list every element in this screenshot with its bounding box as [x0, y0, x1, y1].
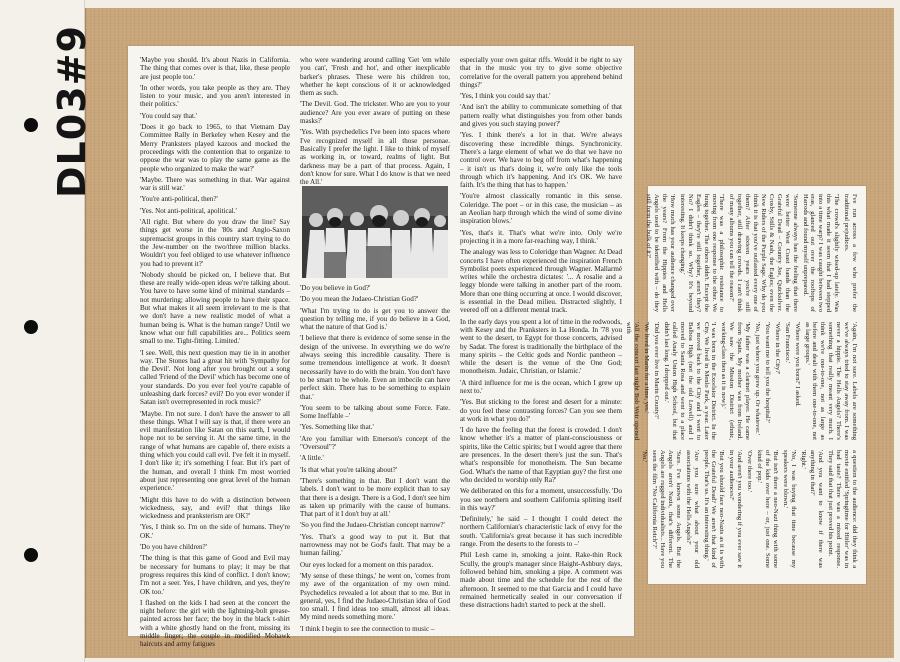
paragraph: 'Right.' — [799, 450, 807, 469]
paragraph: 'Do you believe in God?' — [300, 284, 371, 292]
side-column-1 — [645, 194, 858, 312]
paragraph: 'The Devil. God. The trickster. Who are you to your audience? Are you ever aware of putting on these masks?' — [300, 100, 450, 126]
handwritten-catalog-number: DL03#9 — [50, 25, 94, 198]
paragraph: 'And you want to know if there was anything in that?' — [809, 450, 825, 568]
paragraph: The analogy was less to Coleridge than Wagner. At Dead concerts I have often experienced the inspiration French Symbolist poets experienced through Wagner. Mallarmé writes while the orchestra dictates: '... A rosalie and a leggy blonde were talking in another part of the room. More than one thing occurring at once. I would discover, is essential in the Dead milieu. Distracted slightly, I veered off on a different mental track. — [460, 248, 622, 315]
paragraph: 'Yes, that's it. That's what we're into. Only we're projecting it in a more far-reaching way, I think.' — [460, 228, 622, 245]
paragraph: 'Do you mean the Judaeo-Christian God?' — [300, 295, 419, 304]
paragraph: 'But isn't there a neo-Nazi thing with some of the kids over here – or, just one. Some kind of pop.' — [756, 450, 779, 568]
paragraph: 'I do have the feeling that the forest is crowded. I don't know whether it's a matter of plant-consciousness or spirits, like the Celtic spirits; but I would agree that there are presences. In the desert there's just the sun. That's what's responsible for monotheism. The Sun became God. What's the name of that Egyptian guy? the first one who decided to worship only Ra?' — [460, 426, 622, 484]
article-column-3 — [460, 56, 622, 628]
band-photo-image — [302, 186, 448, 278]
paragraph: 'Are you sure what about your old associations with the Hells Angels?' — [684, 450, 700, 568]
paragraph: 'Where in the City?' — [773, 322, 781, 375]
paragraph: 'You could say that.' — [140, 111, 198, 120]
paragraph: 'Are you familiar with Emerson's concept of the "Oversoul"?' — [300, 434, 450, 452]
paragraph: 'You seem to be talking about some Force. Fate. Some Ineffable –' — [300, 403, 450, 421]
paragraph: 'Yes, I think you could say that.' — [460, 92, 551, 101]
paragraph: I've run across a few who prefer the traditional prejudices. — [843, 194, 858, 312]
paragraph: 'You want me to tell you the hospital?' — [763, 322, 771, 423]
rotated-text-block — [625, 186, 866, 584]
paragraph: 'Yes. Something like that.' — [300, 423, 374, 432]
paragraph: 'Might this have to do with a distinction between wickedness, say, and evil? that things like wickedness and pranksterism are OK?' — [140, 495, 290, 521]
paragraph: 'Maybe. There was something in that. War against war is still war.' — [140, 175, 290, 193]
paragraph: 'The crowd's slightly wised-up lately. Was this what made it seem that I had stepped into a time warp? I was caught between two eras, glanced out over the rooftops of Harrods and found myself unprepared. — [801, 194, 841, 312]
paragraph: Our eyes locked for a moment on this paradox. — [300, 560, 434, 569]
paragraph: a question to the audience: did they think a movie entitled 'Springtime for Hitler' was in bad taste? There was a mixed response. They said that that just proved his point. — [827, 450, 858, 568]
paragraph: 'Someone always has the feeling that there were better West Coast bands than the Grateful Dead – Country Joe, Quicksilver. Crosby, Stills & Nash, the Eagles; even the New Riders of the Purple Sage. Why do you think it is that you've outlasted every one of them? After sixteen years you're still together, still drawing crowds. I can't think of many albums you can tell the reason?' — [728, 194, 799, 312]
paragraph: 'We lived in Marin for a time, yes.' — [643, 322, 651, 414]
paragraph: 'No.' — [641, 450, 649, 463]
paragraph: 'Sure. I've known some Angels. But the Angels aren't Nazis, that's different. The Angels are rugged individualists... Have you seen the film "No California Reich"?' — [651, 450, 682, 568]
paragraph: 'I was born in the Excelsior District. In the City. We lived in Menlo Park, a year. Later we moved back to the City and I went to Balboa High (not the old Lowell) and I moved to Santa Rosa and went to a place called Analy Union High School, but that didn't last long. I dropped out.' — [663, 322, 718, 440]
paragraph: 'No, just where you grew up. Or whatever.' — [754, 322, 762, 435]
article-column-2 — [300, 56, 450, 633]
paragraph: 'Does it go back to 1965, to that Vietnam Day Committee Rally in Berkeley when Kesey and the Merry Pranksters played kazoos and mocked the proceedings with the contention that to organize to oppose the war was to play the same game as the people who organized to make the war?' — [140, 123, 290, 173]
newspaper-clipping-rotated — [625, 186, 866, 584]
paragraph: 'Is that what you're talking about?' — [300, 465, 398, 474]
paragraph: 'I see. Well, this next question may tie in in another way. The Stones had a great hit with 'Sympathy for the Devil'. Not long after you brought out a song called 'Friend of the Devil' which has become one of your standards. Do you ever feel you're capable of unleashing dark forces? evil? Do you ever wonder if Satan isn't overrepresented in rock music?' — [140, 348, 290, 407]
paragraph: 'My father was a clarinet player. He came from Spain. My mother was from Ireland. We saw the Mission District (ethnic, working-class then as it is now).' — [720, 322, 752, 440]
paragraph: 'Maybe you should. It's about Nazis in California. The thing that comes over is that, like, these people are just people too.' — [140, 56, 290, 81]
paragraph: 'Yes. But sticking to the forest and desert for a minute: do you feel these contrasting forces? Can you see them at work in what you do?' — [460, 398, 622, 423]
column-2-upper-text — [300, 56, 450, 187]
paragraph: 'How much has your audience changed over the years? From the Hippies and Hells Angels used to be identified with – do they still form the bulk of it?' — [645, 194, 677, 312]
paragraph: 'Definitely,' he said – I thought I could detect the northern Californian's characteristic lack of envy for the south. 'California's great because it has such incredible range. From the deserts to the forests to –' — [460, 515, 622, 549]
paragraph: 'Yes, I think so. I'm on the side of humans. They're OK.' — [140, 523, 290, 540]
paragraph: 'All the concert last night Bob Weir opened with — [625, 322, 641, 440]
side-column-3 — [641, 450, 858, 568]
paragraph: 'Did you ever live in Marin County?' — [653, 322, 661, 419]
paragraph: 'The thing is that this game of Good and Evil may be necessary for humans to play; it may be that progress requires this kind of conflict. I don't know; I'm not a seer. Yes, I have children, and yes, they're OK too.' — [140, 554, 290, 596]
paragraph: Phil Lesh came in, smoking a joint. Rake-thin Rock Scully, the group's manager since Haight-Ashbury days, followed behind him, smoking a pipe. A comment was made about time and the schedule for the rest of the afternoon. It seemed to me that Garcia and I could have remained hermetically sealed in our conversation if these distractions hadn't started to peck at the shell. — [460, 551, 622, 610]
band-photo — [302, 186, 448, 278]
paragraph: especially your own guitar riffs. Would it be right to say that in the music you try to give some objective correlative for the overall pattern you apprehend behind things?' — [460, 56, 622, 89]
newspaper-clipping-main — [128, 46, 634, 649]
paragraph: 'Nobody should be picked on, I believe that. But these are really wide-open ideas we're talking about. You have to have some kind of minimal standards – not murdering; allowing people to have their space. But what makes it all seem irrelevant to me is that we don't have a new realistic model of what a human being is. What is the human range? Until we know what our full capabilities are... Politics seem small to me. Tight-fitting. Limited.' — [140, 270, 290, 346]
column-2-lower-text — [300, 284, 450, 633]
paragraph: 'Maybe. I'm not sure. I don't have the answer to all these things. What I will say is that, if there were an evil manifestation like Satan on this earth, I would hope not to be serving it. At the same time, in the range of what humans are capable of, there exists a thing which you could call evil. I've felt it in myself. I don't like it; it's something I fear. But it's part of the human, and overall I think I'm most worried about just representing one great level of the human experience.' — [140, 409, 290, 493]
paragraph: 'Where were you born?' I asked. — [793, 322, 801, 407]
paragraph: In the early days you spent a lot of time in the redwoods, with Kesey and the Pranksters in La Honda. In '78 you went to the desert, to Egypt for those concerts, advised by Sadat. The forest is traditionally the birthplace of the many spirits – the Celtic gods and Nordic pantheon – while the desert is the venue of the One God; monotheism. Judaic, Christian, or Islamic.' — [460, 317, 622, 376]
paragraph: 'In other words, you take people as they are. They listen to your music, and you aren't interested in their politics.' — [140, 83, 290, 109]
paragraph: 'But you should face neo-Nazis as it is with the Grateful Dead? We aren't that kind of people. That's us. It's an interesting thing.' — [702, 450, 726, 568]
paragraph: 'What I'm trying to do is get you to answer the question by telling me, if you do believe in a God, what the nature of that God is.' — [300, 306, 450, 332]
side-column-2 — [625, 322, 858, 440]
paragraph: 'Do you have children?' — [140, 543, 207, 552]
paragraph: 'So you find the Judaeo-Christian concept narrow?' — [300, 521, 445, 530]
paragraph: I flashed on the kids I had seen at the concert the night before: the girl with the lightning-bolt grease-painted across her face; the boy in the black t-shirt with a white ghostly hand on the front, missing its middle finger; the couple in modified Mohawk haircuts and army fatigues — [140, 598, 290, 649]
paragraph: 'Yes. Not anti-political, apolitical.' — [140, 206, 237, 215]
paragraph: 'And aren't you wondering if you ever saw it in your audiences?' — [728, 450, 744, 568]
paragraph: 'A little.' — [300, 454, 324, 463]
paragraph: 'Yes. I think there's a lot in that. We're always discovering these incredible things. Synchronicity. There's a large element of what we do that we have no control over. We have to beg off from what's happening – it isn't us that's doing it, we're only like the tools through which it's happening. And it's OK. We have faith. It's the thing that has to happen.' — [460, 131, 622, 190]
paragraph: We deliberated on this for a moment, unsuccessfully. 'Do you see northern and southern California splitting itself in this way?' — [460, 487, 622, 512]
paragraph: 'I think I begin to see the connection to music – — [300, 624, 435, 633]
paragraph: 'Yes. With psychedelics I've been into spaces where I've recognized myself in all those personae. Basically I prefer the light. I like to think of myself as working in, or toward, realms of light. But darkness may be a part of that process. Again, I don't know for sure. What I do know is that we need the All.' — [300, 128, 450, 187]
paragraph: 'There was a philosophic resistance to moving from one response to the other. We hung together. The others didn't. Except the Eagles – they're still together, aren't they? No? I didn't think so. Why? It's beyond interesting. It keeps changing.' — [678, 194, 726, 312]
paragraph: 'My sense of these things,' he went on, 'comes from my awe of the organization of my own mind. Psychedelics revealed a lot about that to me. But in general, yes, I find the Judaeo-Christian idea of God too small. I find ideas too small, almost all ideas. My mind needs something more.' — [300, 571, 450, 622]
article-column-1 — [140, 56, 290, 649]
paragraph: 'You're almost classically romantic in this sense. Coleridge. The poet – or in this case, the musician – as an Aeolian harp through which the wind of some divine inspiration blows.' — [460, 192, 622, 226]
paragraph: 'And isn't the ability to communicate something of that pattern really what distinguishes you from other bands and gives you such staying power?' — [460, 103, 622, 129]
binder-hole-top — [24, 118, 38, 132]
binder-hole-bottom — [24, 548, 38, 562]
binder-hole-middle — [24, 320, 38, 334]
paragraph: 'No, I was buying that time because my speakers were blown.' — [781, 450, 797, 568]
paragraph: who were wandering around calling 'Get 'em while you can', 'Fresh and hot', and other inexplicable barker's phrases. These were his children too, whether he kept conscious of it or acknowledged them as such. — [300, 56, 450, 98]
paragraph: 'I believe that there is evidence of some sense in the design of the universe. In everything we do we're always seeing this incredible causality. There is some tremendous intelligence at work. It doesn't necessarily have to do with the brain. You don't have to be smart to be whole. Even an imbecile can have perfect skin. There has to be something to explain that.' — [300, 334, 450, 401]
paragraph: 'Again, I'm not sure. Labels are something we've always tried to stay away from. I was never a hippie. The Hells Angels? There's something that really meant very much. I think we're one-to-one, not as large as before and dealt with them one-to-one, not as large groups.' — [803, 322, 858, 440]
paragraph: 'A third influence for me is the ocean, which I grew up next to.' — [460, 378, 622, 395]
paragraph: 'All right. But where do you draw the line? Say things get worse in the '80s and Anglo-Saxon supremacist groups in this country start trying to do the Jew-number on the two/three million blacks. Wouldn't you feel obliged to use whatever influence you had to prevent it?' — [140, 218, 290, 268]
paragraph: 'San Francisco.' — [783, 322, 791, 364]
paragraph: 'There's something in that. But I don't want the labels. I don't want to be more explicit than to say that there is a design. There is a God, I don't see him as taken up primarily with the cause of humans. That part of it I don't buy at all.' — [300, 476, 450, 519]
paragraph: 'Yes. That's a good way to put it. But that narrowness may not be God's fault. That may be a human failing.' — [300, 532, 450, 558]
paragraph: 'Over there too.' — [746, 450, 754, 493]
paragraph: 'You're anti-political, then?' — [140, 195, 218, 204]
